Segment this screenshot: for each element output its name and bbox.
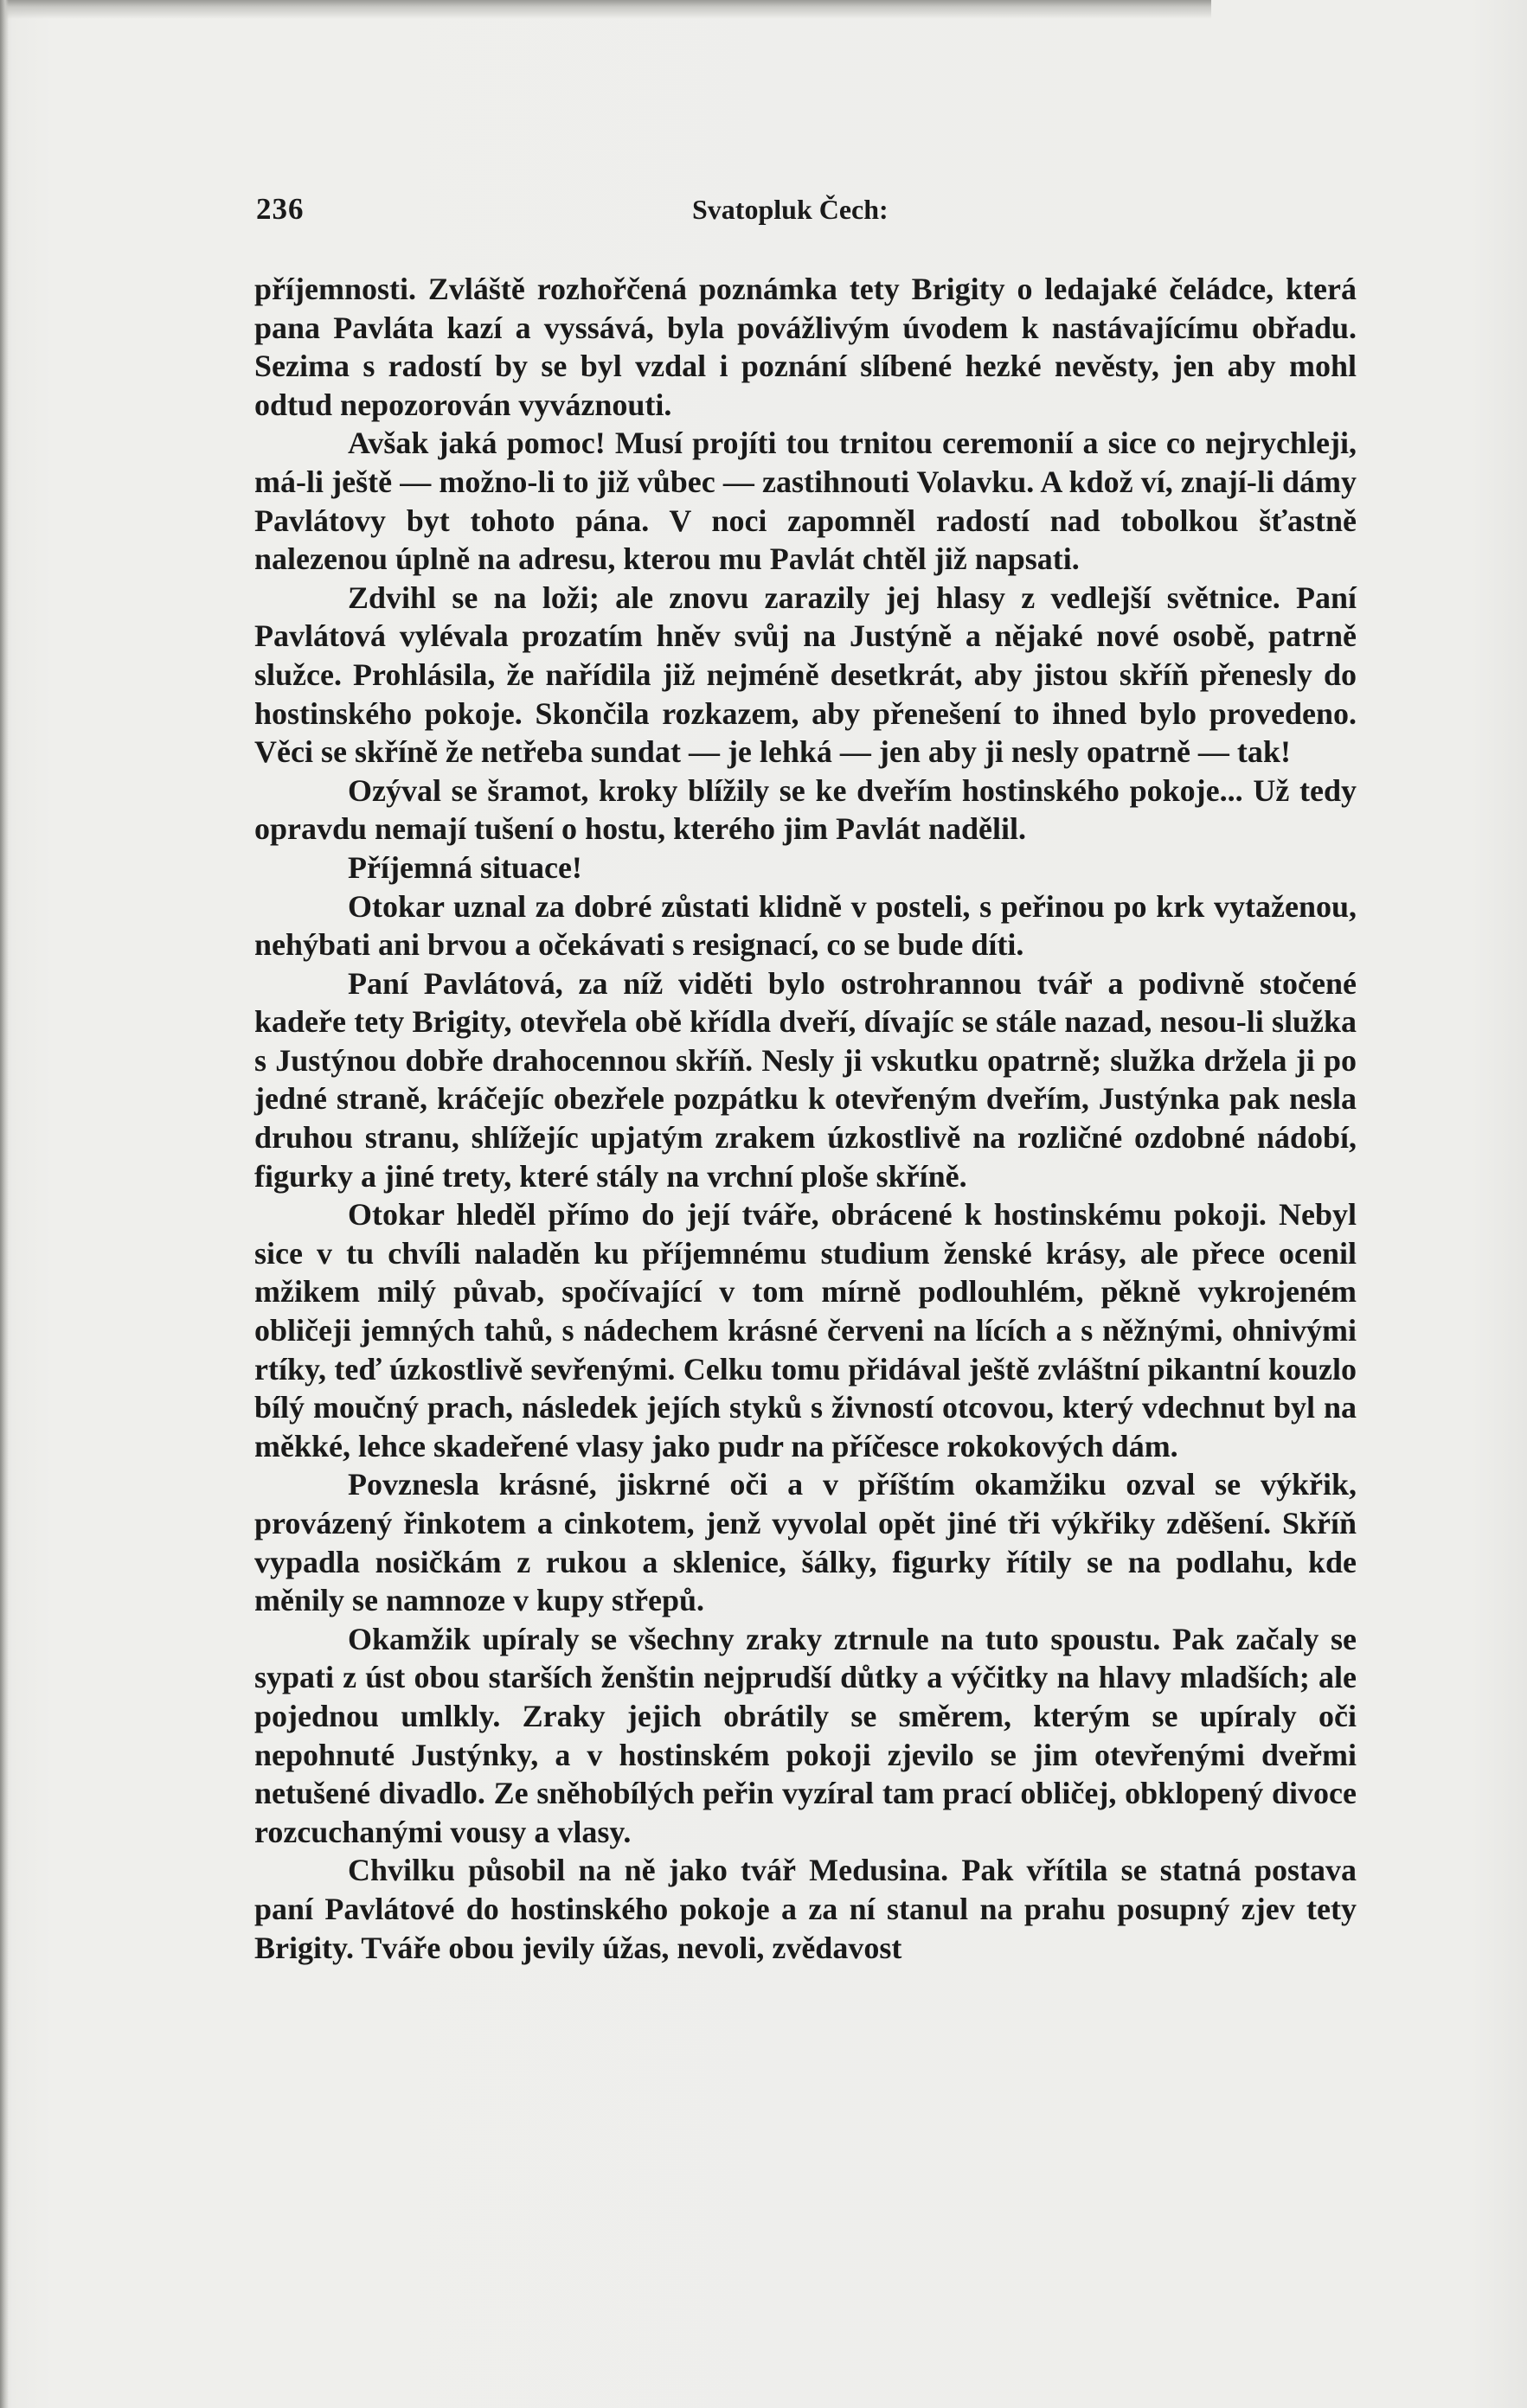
- page-header: [256, 183, 1358, 235]
- paragraph: Zdvihl se na loži; ale znovu zarazily jej hlasy z vedlejší světnice. Paní Pavlátová vylévala prozatím hněv svůj na Justýně a nějaké nové osobě, patrně služce. Prohlásila, že nařídila již nejméně desetkrát, aby jistou skříň přenesly do hostinského pokoje. Skončila rozkazem, aby přenešení to ihned bylo provedeno. Věci se skříně že netřeba sundat — je lehká — jen aby ji nesly opatrně — tak!: [254, 580, 1357, 770]
- body-text: [254, 270, 1357, 1967]
- paragraph: Chvilku působil na ně jako tvář Medusina. Pak vřítila se statná postava paní Pavlátové do hostinského pokoje a za ní stanul na prahu posupný zjev tety Brigity. Tváře obou jevily úžas, nevoli, zvědavost: [254, 1853, 1357, 1965]
- paragraph: Avšak jaká pomoc! Musí projíti tou trnitou ceremonií a sice co nejrychleji, má-li ještě — možno-li to již vůbec — zastihnouti Volavku. A kdož ví, znají-li dámy Pavlátovy byt tohoto pána. V noci zapomněl radostí nad tobolkou šťastně nalezenou úplně na adresu, kterou mu Pavlát chtěl již napsati.: [254, 426, 1357, 577]
- paragraph: Povznesla krásné, jiskrné oči a v příštím okamžiku ozval se výkřik, provázený řinkotem a cinkotem, jenž vyvolal opět jiné tři výkřiky zděšení. Skříň vypadla nosičkám z rukou a sklenice, šálky, figurky řítily se na podlahu, kde měnily se namnoze v kupy střepů.: [254, 1467, 1357, 1618]
- paragraph: Otokar uznal za dobré zůstati klidně v posteli, s peřinou po krk vytaženou, nehýbati ani brvou a očekávati s resignací, co se bude díti.: [254, 888, 1357, 963]
- running-head: Svatopluk Čech:: [692, 194, 889, 225]
- paragraph: Ozýval se šramot, kroky blížily se ke dveřím hostinského pokoje... Už tedy opravdu nemají tušení o hostu, kterého jim Pavlát nadělil.: [254, 772, 1357, 847]
- page-binding-shadow: [0, 0, 9, 2408]
- paragraph: Okamžik upíraly se všechny zraky ztrnule na tuto spoustu. Pak začaly se sypati z úst obou starších ženštin nejprudší důtky a výčitky na hlavy mladších; ale pojednou umlkly. Zraky jejich obrátily se směrem, kterým se upíraly oči nepohnuté Justýnky, a v hostinském pokoji zjevilo se jim otevřenými dveřmi netušené divadlo. Ze sněhobílých peřin vyzíral tam prací obličej, obklopený divoce rozcuchanými vousy a vlasy.: [254, 1621, 1357, 1849]
- paragraph: příjemnosti. Zvláště rozhořčená poznámka tety Brigity o ledajaké čeládce, která pana Pavláta kazí a vyssává, byla povážlivým úvodem k nastávajícímu obřadu. Sezima s radostí by se byl vzdal i poznání slíbené hezké nevěsty, jen aby mohl odtud nepozorován vyváznouti.: [254, 272, 1357, 422]
- paragraph: Paní Pavlátová, za níž viděti bylo ostrohrannou tvář a podivně stočené kadeře tety Brigity, otevřela obě křídla dveří, dívajíc se stále nazad, nesou-li služka s Justýnou dobře drahocennou skříň. Nesly ji vskutku opatrně; služka držela ji po jedné straně, kráčejíc obezřele pozpátku k otevřeným dveřím, Justýnka pak nesla druhou stranu, shlížejíc upjatým zrakem úzkostlivě na rozličné ozdobné nádobí, figurky a jiné trety, které stály na vrchní ploše skříně.: [254, 965, 1357, 1194]
- page-number: 236: [256, 192, 305, 226]
- paragraph: Otokar hleděl přímo do její tváře, obrácené k hostinskému pokoji. Nebyl sice v tu chvíli naladěn ku příjemnému studium ženské krásy, ale přece ocenil mžikem milý půvab, spočívající v tom mírně podlouhlém, pěkně vykrojeném obličeji jemných tahů, s nádechem krásné červeni na lících a s něžnými, ohnivými rtíky, teď úzkostlivě sevřenými. Celku tomu přidával ještě zvláštní pikantní kouzlo bílý moučný prach, následek jejích styků s živností otcovou, který vdechnut byl na měkké, lehce skadeřené vlasy jako pudr na příčesce rokokových dám.: [254, 1197, 1357, 1463]
- page-top-edge-shadow: [0, 0, 1211, 19]
- paragraph: Příjemná situace!: [348, 849, 582, 885]
